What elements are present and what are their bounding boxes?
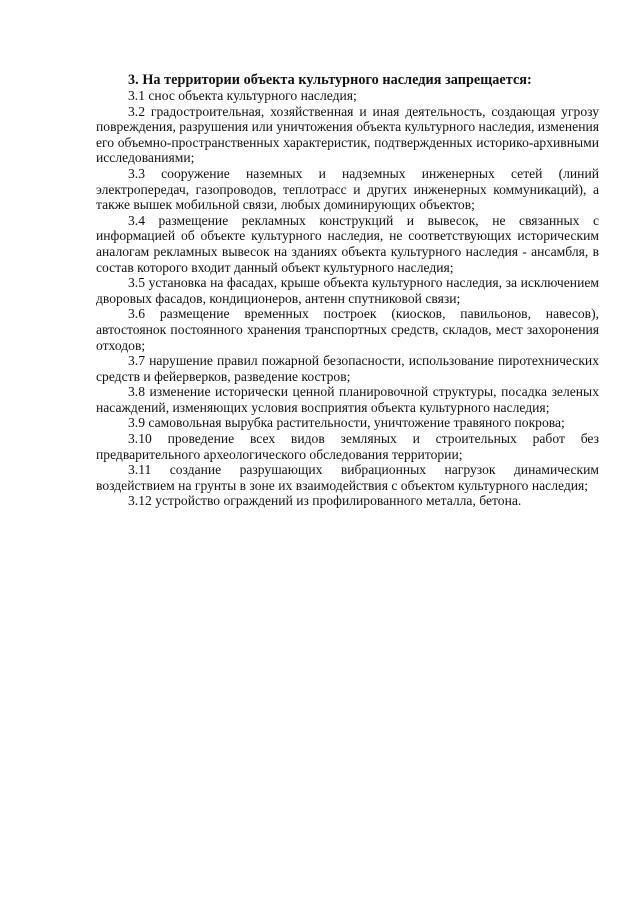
clause-3-12: 3.12 устройство ограждений из профилированного металла, бетона.	[128, 493, 522, 509]
clause-3-1: 3.1 снос объекта культурного наследия;	[128, 88, 357, 103]
document-body	[96, 72, 599, 509]
clause-3-6: 3.6 размещение временных построек (киосков, павильонов, навесов), автостоянок постоянного хранения транспортных средств, складов, мест захоронения отходов;	[96, 306, 599, 353]
clause-3-10: 3.10 проведение всех видов земляных и строительных работ без предварительного археологического обследования территории;	[96, 431, 599, 462]
clause-3-4: 3.4 размещение рекламных конструкций и вывесок, не связанных с информацией об объекте культурного наследия, не соответствующих историческим аналогам рекламных вывесок на зданиях объекта культурного наследия - ансамбля, в состав которого входит данный объект культурного наследия;	[96, 212, 599, 275]
clause-3-2: 3.2 градостроительная, хозяйственная и иная деятельность, создающая угрозу повреждения, разрушения или уничтожения объекта культурного наследия, изменения его объемно-пространственных характеристик, подтвержденных историко-архивными исследованиями;	[96, 103, 599, 166]
clause-3-11: 3.11 создание разрушающих вибрационных нагрузок динамическим воздействием на грунты в зоне их взаимодействия с объектом культурного наследия;	[96, 462, 599, 493]
clause-3-5: 3.5 установка на фасадах, крыше объекта культурного наследия, за исключением дворовых фасадов, кондиционеров, антенн спутниковой связи;	[96, 275, 599, 306]
clause-3-3: 3.3 сооружение наземных и надземных инженерных сетей (линий электропередач, газопроводов, теплотрасс и других инженерных коммуникаций), а также вышек мобильной связи, любых доминирующих объектов;	[96, 165, 599, 213]
section-heading: 3. На территории объекта культурного наследия запрещается:	[128, 72, 532, 88]
clause-3-7: 3.7 нарушение правил пожарной безопасности, использование пиротехнических средств и фейерверков, разведение костров;	[96, 353, 599, 384]
clause-3-9: 3.9 самовольная вырубка растительности, уничтожение травяного покрова;	[128, 415, 565, 431]
clause-3-8: 3.8 изменение исторически ценной планировочной структуры, посадка зеленых насаждений, изменяющих условия восприятия объекта культурного наследия;	[96, 384, 599, 415]
